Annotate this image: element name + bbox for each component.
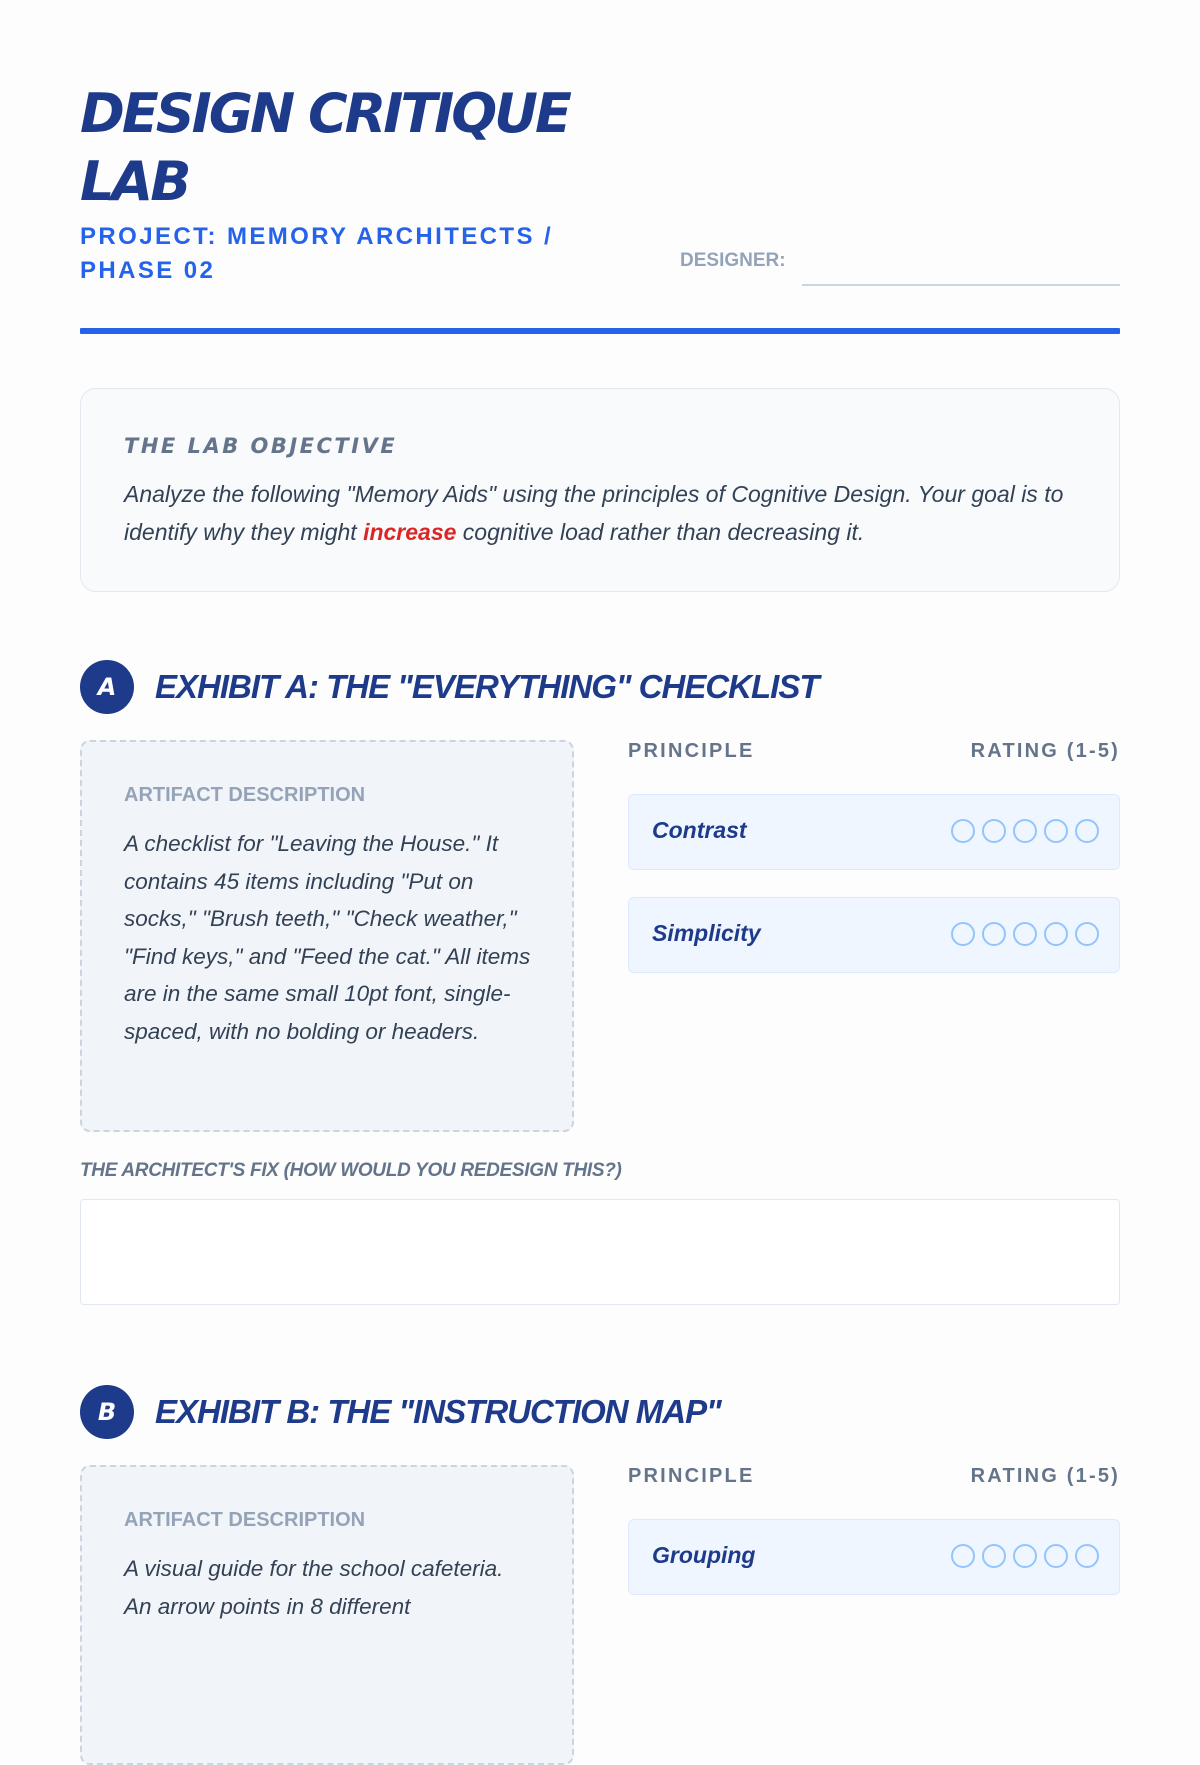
objective-text-end: cognitive load rather than decreasing it.	[456, 519, 865, 545]
exhibit-a-badge: A	[80, 660, 134, 714]
rating-column-header: RATING (1-5)	[970, 1465, 1120, 1487]
rating-circle-5[interactable]	[1075, 1544, 1099, 1568]
rating-circle-4[interactable]	[1044, 819, 1068, 843]
architect-fix-field[interactable]	[80, 1199, 1120, 1305]
rating-circle-2[interactable]	[982, 819, 1006, 843]
objective-text	[124, 475, 1074, 551]
header-divider	[80, 328, 1120, 334]
exhibit-a-title: EXHIBIT A: THE "EVERYTHING" CHECKLIST	[155, 668, 819, 705]
rating-row-simplicity	[628, 897, 1120, 973]
exhibit-b-section	[80, 1385, 1120, 1625]
architect-fix-label: THE ARCHITECT'S FIX (HOW WOULD YOU REDESIGN THIS?)	[80, 1160, 622, 1181]
rating-circle-1[interactable]	[951, 1544, 975, 1568]
rating-circle-2[interactable]	[982, 922, 1006, 946]
rating-column-header: RATING (1-5)	[970, 740, 1120, 762]
designer-label: DESIGNER:	[680, 250, 786, 271]
objective-highlight: increase	[363, 519, 457, 545]
lab-objective-box	[80, 388, 1120, 592]
objective-text-start: Analyze the following "Memory Aids" using the principles of Cognitive Design. Your goal is to identify why they might	[124, 481, 1064, 545]
exhibit-b-artifact-card	[80, 1465, 574, 1765]
artifact-description: A visual guide for the school cafeteria. An arrow points in 8 different	[124, 1556, 504, 1619]
worksheet-header	[80, 80, 1120, 336]
rating-circle-5[interactable]	[1075, 922, 1099, 946]
artifact-label: ARTIFACT DESCRIPTION	[124, 784, 366, 806]
rating-circle-4[interactable]	[1044, 1544, 1068, 1568]
artifact-description: A checklist for "Leaving the House." It contains 45 items including "Put on socks," "Brush teeth," "Check weather," "Find keys," and "Feed the cat." All items are in the same small 10pt font, single-spaced, with no bolding or headers.	[124, 831, 531, 1044]
rating-scale	[951, 819, 1099, 843]
rating-row-contrast	[628, 794, 1120, 870]
rating-circle-3[interactable]	[1013, 819, 1037, 843]
objective-heading: THE LAB OBJECTIVE	[124, 434, 398, 458]
rating-circle-5[interactable]	[1075, 819, 1099, 843]
rating-circle-4[interactable]	[1044, 922, 1068, 946]
rating-circle-1[interactable]	[951, 922, 975, 946]
page-title: DESIGN CRITIQUE LAB	[80, 82, 569, 213]
worksheet-page	[80, 0, 1120, 1619]
exhibit-a-section	[80, 660, 1120, 1320]
rating-row-grouping	[628, 1519, 1120, 1595]
principle-column-header: PRINCIPLE	[628, 740, 755, 762]
artifact-label: ARTIFACT DESCRIPTION	[124, 1509, 366, 1531]
designer-name-field[interactable]	[802, 284, 1120, 286]
exhibit-b-title: EXHIBIT B: THE "INSTRUCTION MAP"	[155, 1393, 721, 1430]
rating-circle-2[interactable]	[982, 1544, 1006, 1568]
exhibit-a-artifact-card	[80, 740, 574, 1132]
principle-label: Contrast	[652, 817, 747, 843]
principle-label: Simplicity	[652, 920, 761, 946]
project-subtitle: PROJECT: MEMORY ARCHITECTS / PHASE 02	[80, 223, 554, 284]
rating-circle-3[interactable]	[1013, 1544, 1037, 1568]
principle-column-header: PRINCIPLE	[628, 1465, 755, 1487]
rating-circle-3[interactable]	[1013, 922, 1037, 946]
rating-scale	[951, 1544, 1099, 1568]
principle-label: Grouping	[652, 1542, 756, 1568]
rating-circle-1[interactable]	[951, 819, 975, 843]
exhibit-b-badge: B	[80, 1385, 134, 1439]
rating-scale	[951, 922, 1099, 946]
